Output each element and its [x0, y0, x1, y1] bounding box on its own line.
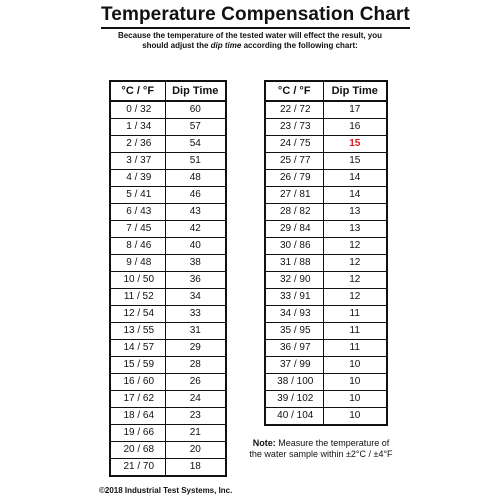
table-row [110, 340, 226, 357]
table-row [110, 136, 226, 153]
dip-time-cell: 12 [323, 272, 387, 289]
table-row [265, 187, 387, 204]
table-row [265, 306, 387, 323]
table-row [110, 272, 226, 289]
temperature-cell: 14 / 57 [110, 340, 165, 357]
temperature-cell: 25 / 77 [265, 153, 323, 170]
temperature-cell: 8 / 46 [110, 238, 165, 255]
table-row [110, 306, 226, 323]
temperature-cell: 11 / 52 [110, 289, 165, 306]
dip-time-cell: 17 [323, 101, 387, 119]
note-text-line-2: the water sample within ±2°C / ±4°F [249, 449, 393, 459]
table-body [265, 101, 387, 425]
dip-time-cell: 12 [323, 289, 387, 306]
table-row [265, 221, 387, 238]
table-row [110, 119, 226, 136]
dip-time-cell: 38 [165, 255, 226, 272]
dip-time-cell: 31 [165, 323, 226, 340]
temperature-cell: 29 / 84 [265, 221, 323, 238]
instructions-line-2-end: according the following chart: [243, 41, 358, 50]
dip-time-cell: 11 [323, 323, 387, 340]
table-row [110, 408, 226, 425]
table-row [110, 101, 226, 119]
dip-time-cell: 51 [165, 153, 226, 170]
temperature-cell: 3 / 37 [110, 153, 165, 170]
table-row [110, 425, 226, 442]
temperature-cell: 13 / 55 [110, 323, 165, 340]
temperature-cell: 5 / 41 [110, 187, 165, 204]
temperature-cell: 12 / 54 [110, 306, 165, 323]
dip-time-cell: 33 [165, 306, 226, 323]
instructions-dip-time-emphasis: dip time [210, 41, 242, 50]
table-row [110, 374, 226, 391]
dip-time-cell: 13 [323, 204, 387, 221]
chart-title: Temperature Compensation Chart [101, 4, 410, 29]
table-row [265, 119, 387, 136]
dip-time-cell: 34 [165, 289, 226, 306]
temperature-cell: 10 / 50 [110, 272, 165, 289]
table-row [265, 357, 387, 374]
table-header-row [265, 81, 387, 101]
table-row [110, 255, 226, 272]
temperature-cell: 9 / 48 [110, 255, 165, 272]
instructions-line-2-start: should adjust the [142, 41, 209, 50]
dip-time-cell: 10 [323, 374, 387, 391]
temperature-cell: 23 / 73 [265, 119, 323, 136]
table-row [265, 374, 387, 391]
temperature-cell: 26 / 79 [265, 170, 323, 187]
temperature-cell: 34 / 93 [265, 306, 323, 323]
dip-time-cell: 10 [323, 408, 387, 426]
temperature-cell: 2 / 36 [110, 136, 165, 153]
temperature-cell: 19 / 66 [110, 425, 165, 442]
temperature-cell: 32 / 90 [265, 272, 323, 289]
measurement-note [236, 438, 406, 460]
table-row [265, 204, 387, 221]
temperature-cell: 28 / 82 [265, 204, 323, 221]
dip-time-cell: 14 [323, 170, 387, 187]
dip-time-cell: 57 [165, 119, 226, 136]
dip-time-cell: 42 [165, 221, 226, 238]
temperature-cell: 6 / 43 [110, 204, 165, 221]
temperature-column-header: °C / °F [265, 81, 323, 101]
instructions-line-1: Because the temperature of the tested water will effect the result, you [117, 31, 383, 40]
temperature-cell: 1 / 34 [110, 119, 165, 136]
table-row [110, 204, 226, 221]
dip-time-cell: 36 [165, 272, 226, 289]
dip-time-cell: 15 [323, 153, 387, 170]
dip-time-cell: 10 [323, 357, 387, 374]
table-row [110, 187, 226, 204]
dip-time-cell: 43 [165, 204, 226, 221]
table-row [110, 391, 226, 408]
temperature-cell: 36 / 97 [265, 340, 323, 357]
table-row [265, 272, 387, 289]
compensation-table-right [264, 80, 388, 426]
table-row [110, 170, 226, 187]
table-row [265, 101, 387, 119]
temperature-cell: 33 / 91 [265, 289, 323, 306]
copyright-text: ©2018 Industrial Test Systems, Inc. [99, 486, 233, 495]
table-row [265, 408, 387, 426]
table-row [265, 255, 387, 272]
temperature-cell: 16 / 60 [110, 374, 165, 391]
instructions-text [80, 31, 420, 51]
temperature-cell: 21 / 70 [110, 459, 165, 477]
dip-time-cell: 26 [165, 374, 226, 391]
dip-time-cell: 12 [323, 255, 387, 272]
dip-time-cell: 46 [165, 187, 226, 204]
note-text-line-1: Measure the temperature of [278, 438, 390, 448]
dip-time-cell: 48 [165, 170, 226, 187]
table-header-row [110, 81, 226, 101]
dip-time-cell: 29 [165, 340, 226, 357]
dip-time-cell: 11 [323, 340, 387, 357]
temperature-cell: 31 / 88 [265, 255, 323, 272]
note-label: Note: [252, 438, 276, 448]
dip-time-cell: 40 [165, 238, 226, 255]
temperature-cell: 38 / 100 [265, 374, 323, 391]
temperature-cell: 30 / 86 [265, 238, 323, 255]
table-row [110, 459, 226, 477]
dip-time-cell: 28 [165, 357, 226, 374]
dip-time-cell: 16 [323, 119, 387, 136]
temperature-cell: 24 / 75 [265, 136, 323, 153]
table-row [265, 170, 387, 187]
temperature-cell: 35 / 95 [265, 323, 323, 340]
dip-time-cell: 18 [165, 459, 226, 477]
dip-time-cell: 60 [165, 101, 226, 119]
temperature-cell: 17 / 62 [110, 391, 165, 408]
dip-time-cell: 12 [323, 238, 387, 255]
dip-time-cell: 20 [165, 442, 226, 459]
temperature-cell: 22 / 72 [265, 101, 323, 119]
dip-time-cell: 21 [165, 425, 226, 442]
temperature-cell: 0 / 32 [110, 101, 165, 119]
table-row [110, 153, 226, 170]
temperature-cell: 15 / 59 [110, 357, 165, 374]
dip-time-column-header: Dip Time [165, 81, 226, 101]
compensation-table-left [109, 80, 227, 477]
dip-time-column-header: Dip Time [323, 81, 387, 101]
temperature-cell: 20 / 68 [110, 442, 165, 459]
temperature-cell: 37 / 99 [265, 357, 323, 374]
dip-time-cell: 11 [323, 306, 387, 323]
table-row [110, 221, 226, 238]
temperature-cell: 27 / 81 [265, 187, 323, 204]
temperature-cell: 39 / 102 [265, 391, 323, 408]
table-row [265, 153, 387, 170]
table-body [110, 101, 226, 476]
dip-time-cell: 14 [323, 187, 387, 204]
temperature-cell: 40 / 104 [265, 408, 323, 426]
dip-time-cell: 23 [165, 408, 226, 425]
table-row [110, 357, 226, 374]
table-row [265, 323, 387, 340]
temperature-cell: 4 / 39 [110, 170, 165, 187]
temperature-cell: 18 / 64 [110, 408, 165, 425]
temperature-column-header: °C / °F [110, 81, 165, 101]
temperature-cell: 7 / 45 [110, 221, 165, 238]
table-row [265, 340, 387, 357]
table-row [265, 391, 387, 408]
table-row [265, 238, 387, 255]
dip-time-cell: 15 [323, 136, 387, 153]
table-row [265, 136, 387, 153]
dip-time-cell: 13 [323, 221, 387, 238]
table-row [110, 238, 226, 255]
table-row [265, 289, 387, 306]
dip-time-cell: 54 [165, 136, 226, 153]
table-row [110, 323, 226, 340]
dip-time-cell: 24 [165, 391, 226, 408]
table-row [110, 442, 226, 459]
dip-time-cell: 10 [323, 391, 387, 408]
table-row [110, 289, 226, 306]
